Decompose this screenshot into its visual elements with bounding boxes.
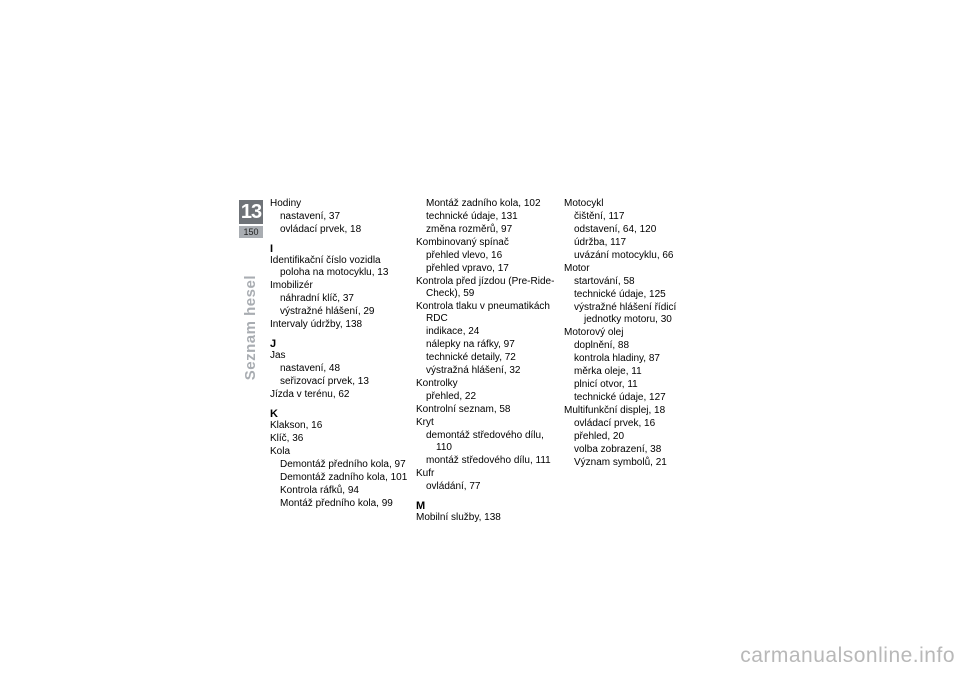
index-column-1 [270,198,410,511]
index-entry: Klakson, 16 [270,420,323,431]
index-subentry: náhradní klíč, 37 [280,293,354,304]
index-entry: Motorový olej [564,327,624,338]
index-letter-heading: I [270,243,274,255]
index-entry: Kontrolky [416,378,458,389]
index-subentry: přehled, 20 [574,431,625,442]
index-subentry: technické detaily, 72 [426,352,516,363]
index-entry: Jízda v terénu, 62 [270,389,350,400]
index-subentry: montáž středového dílu, 111 [426,455,551,466]
index-entry: Kombinovaný spínač [416,237,509,248]
index-subentry: ovládání, 77 [426,481,481,492]
index-letter-heading: K [270,408,278,420]
index-subentry: nastavení, 48 [280,363,341,374]
index-subentry: Demontáž zadního kola, 101 [280,472,408,483]
index-subentry: Význam symbolů, 21 [574,457,667,468]
index-column-2 [416,198,556,525]
index-entry: Mobilní služby, 138 [416,512,501,523]
index-entry: Imobilizér [270,280,313,291]
index-column-3 [564,198,704,470]
index-entry: Kontrola před jízdou (Pre-Ride-Check), 59 [416,276,555,299]
watermark: carmanualsonline.info [740,644,955,667]
index-subentry: doplnění, 88 [574,340,630,351]
section-title: Seznam hesel [242,275,259,381]
index-subentry: kontrola hladiny, 87 [574,353,660,364]
index-subentry: plnicí otvor, 11 [574,379,638,390]
index-subentry: přehled, 22 [426,391,477,402]
index-entry: Kontrolní seznam, 58 [416,404,511,415]
index-entry: Intervaly údržby, 138 [270,319,363,330]
index-subentry: výstražné hlášení řídicí jednotky motoru, 30 [574,302,677,325]
index-subentry: nastavení, 37 [280,211,341,222]
chapter-number: 13 [240,201,262,223]
index-subentry: výstražná hlášení, 32 [426,365,521,376]
index-entry: Motocykl [564,198,604,209]
index-subentry: Montáž zadního kola, 102 [426,198,541,209]
index-entry: Klíč, 36 [270,433,304,444]
index-subentry: Kontrola ráfků, 94 [280,485,359,496]
index-entry: Identifikační číslo vozidla poloha na motocyklu, 13 [270,255,389,278]
index-subentry: přehled vlevo, 16 [426,250,503,261]
index-subentry: volba zobrazení, 38 [574,444,662,455]
index-subentry: technické údaje, 131 [426,211,518,222]
index-subentry: indikace, 24 [426,326,480,337]
index-entry: Hodiny [270,198,302,209]
index-subentry: ovládací prvek, 18 [280,224,362,235]
index-subentry: měrka oleje, 11 [574,366,642,377]
page-number: 150 [239,226,263,238]
index-entry: Kufr [416,468,435,479]
index-entry: Kryt [416,417,434,428]
index-letter-heading: J [270,338,277,350]
index-subentry: technické údaje, 127 [574,392,666,403]
index-subentry: technické údaje, 125 [574,289,666,300]
index-subentry: seřizovací prvek, 13 [280,376,369,387]
index-entry: Kontrola tlaku v pneumatikách RDC [416,301,550,324]
index-subentry: Demontáž předního kola, 97 [280,459,406,470]
index-entry: Kola [270,446,291,457]
index-subentry: údržba, 117 [574,237,627,248]
index-subentry: čištění, 117 [574,211,625,222]
index-subentry: přehled vpravo, 17 [426,263,509,274]
index-subentry: odstavení, 64, 120 [574,224,657,235]
index-subentry: uvázání motocyklu, 66 [574,250,674,261]
index-subentry: změna rozměrů, 97 [426,224,513,235]
index-letter-heading: M [416,500,426,512]
index-subentry: demontáž středového dílu, 110 [426,430,544,453]
index-entry: Multifunkční displej, 18 [564,405,666,416]
index-subentry: startování, 58 [574,276,635,287]
index-subentry: Montáž předního kola, 99 [280,498,393,509]
index-subentry: výstražné hlášení, 29 [280,306,375,317]
index-entry: Jas [270,350,286,361]
index-entry: Motor [564,263,590,274]
index-subentry: ovládací prvek, 16 [574,418,656,429]
index-subentry: nálepky na ráfky, 97 [426,339,515,350]
